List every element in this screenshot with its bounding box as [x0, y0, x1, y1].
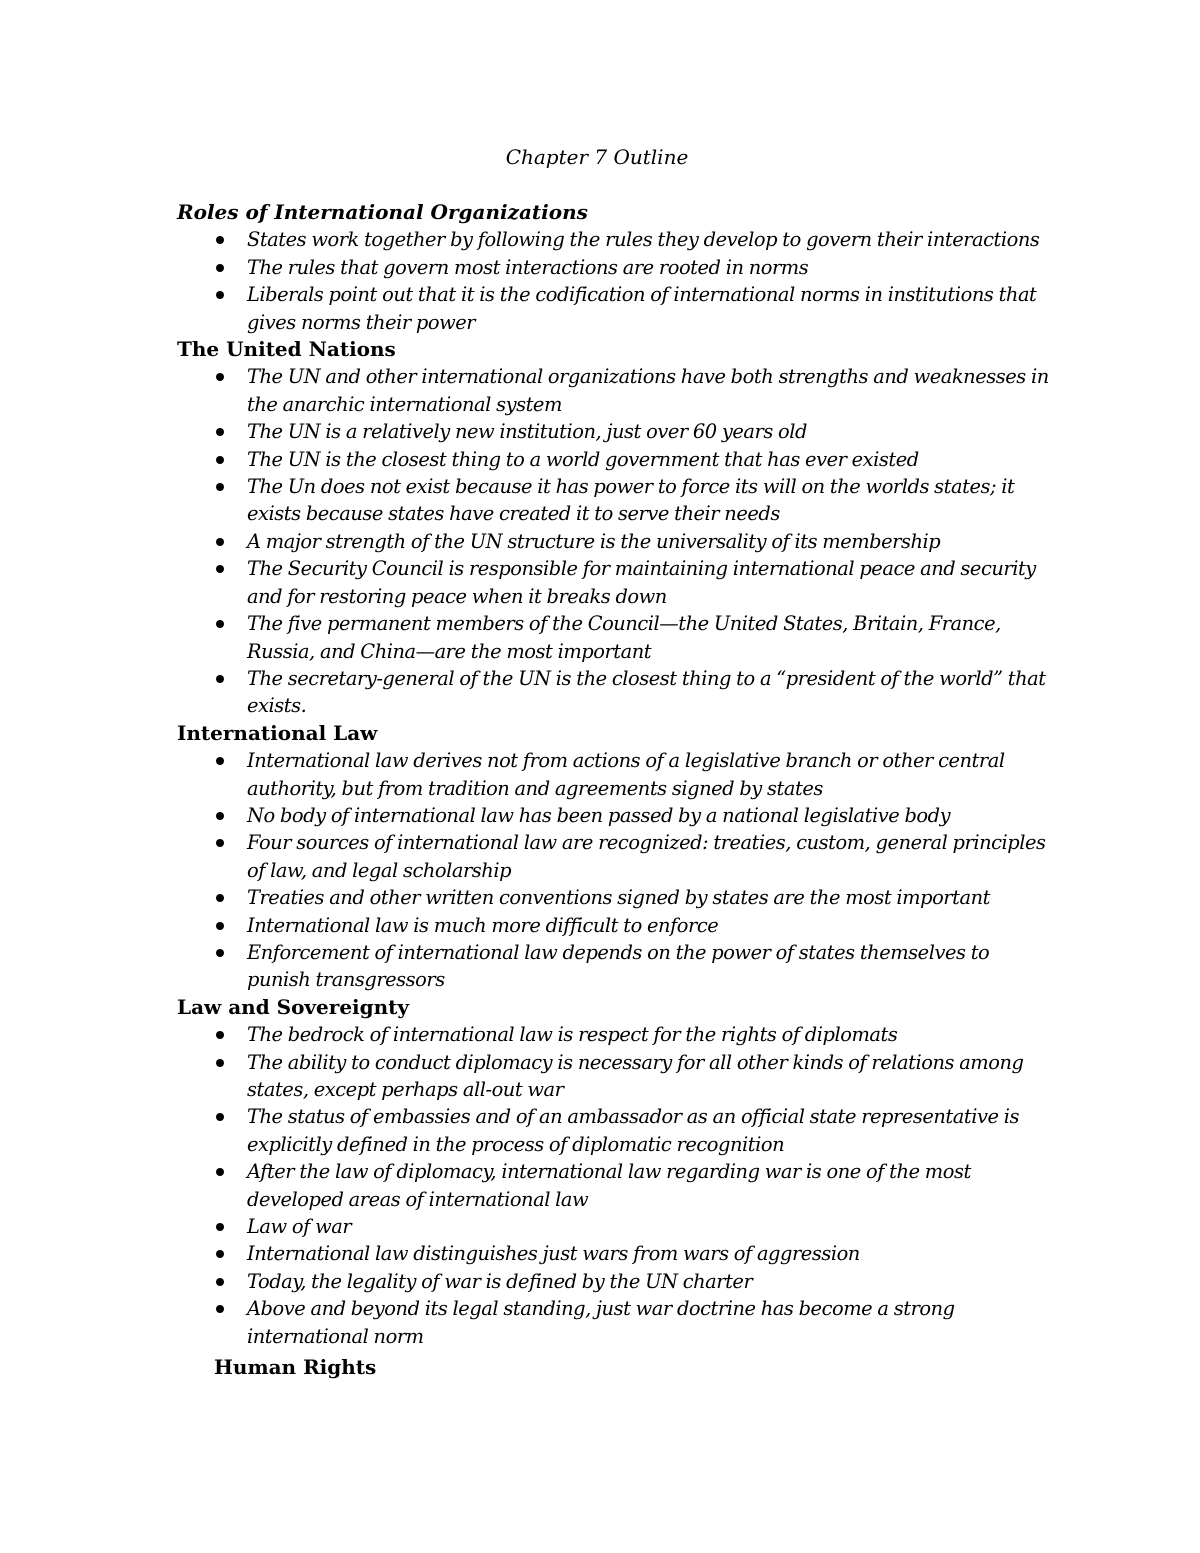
list-item	[247, 1103, 1057, 1158]
list-item-text: No body of international law has been passed by a national legislative body	[247, 803, 951, 827]
list-item	[247, 555, 1057, 610]
bullet-icon	[216, 1113, 224, 1121]
list-item	[247, 1295, 1057, 1350]
bullet-icon	[216, 1223, 224, 1231]
list-item-text: Enforcement of international law depends on the power of states themselves to punish transgressors	[247, 940, 990, 992]
list-item	[247, 939, 1057, 994]
list-item-text: Four sources of international law are recognized: treaties, custom, general principles of law, and legal scholarship	[247, 831, 1046, 882]
bullet-list-roles-of-international-organizations	[177, 226, 1057, 336]
list-item-text: Treaties and other written conventions signed by states are the most important	[247, 886, 990, 910]
list-item-text: The UN and other international organizations have both strengths and weaknesses in the anarchic international system	[247, 365, 1049, 416]
list-item	[247, 1268, 1057, 1295]
bullet-icon	[216, 1305, 224, 1313]
bullet-icon	[216, 456, 224, 464]
list-item-text: The Un does not exist because it has power to force its will on the worlds states; it exists because states have created it to serve their needs	[247, 475, 1015, 526]
bullet-icon	[216, 1031, 224, 1039]
bullet-icon	[216, 675, 224, 683]
section-heading-roles-of-international-organizations: Roles of International Organizations	[177, 200, 588, 224]
bullet-icon	[216, 1168, 224, 1176]
list-item	[247, 1213, 1057, 1240]
list-item	[247, 802, 1057, 829]
list-item-text: Law of war	[247, 1215, 352, 1239]
list-item-text: Today, the legality of war is defined by the UN charter	[247, 1269, 753, 1293]
list-item	[247, 747, 1057, 802]
list-item	[247, 1049, 1057, 1104]
list-item-text: The UN is a relatively new institution, just over 60 years old	[247, 420, 807, 444]
list-item-text: After the law of diplomacy, international law regarding war is one of the most developed areas of international law	[247, 1160, 971, 1211]
list-item	[247, 1021, 1057, 1048]
bullet-icon	[216, 1250, 224, 1258]
bullet-icon	[216, 538, 224, 546]
list-item	[247, 418, 1057, 445]
bullet-icon	[216, 949, 224, 957]
list-item	[247, 254, 1057, 281]
bullet-icon	[216, 236, 224, 244]
bullet-icon	[216, 894, 224, 902]
list-item-text: The UN is the closest thing to a world government that has ever existed	[247, 447, 919, 471]
list-item	[247, 829, 1057, 884]
list-item	[247, 665, 1057, 720]
page-title: Chapter 7 Outline	[505, 145, 689, 169]
section-heading-international-law: International Law	[177, 720, 378, 745]
bullet-icon	[216, 565, 224, 573]
list-item-text: Liberals point out that it is the codification of international norms in institutions that gives norms their power	[247, 283, 1037, 334]
list-item-text: Above and beyond its legal standing, just war doctrine has become a strong international norm	[247, 1297, 955, 1348]
list-item	[247, 363, 1057, 418]
list-item	[247, 884, 1057, 911]
list-item-text: The bedrock of international law is respect for the rights of diplomats	[247, 1023, 898, 1047]
bullet-icon	[216, 922, 224, 930]
list-item-text: The rules that govern most interactions are rooted in norms	[247, 255, 809, 279]
bullet-list-international-law	[177, 747, 1057, 994]
list-item-text: The Security Council is responsible for maintaining international peace and security and for restoring peace when it breaks down	[247, 557, 1036, 608]
bullet-icon	[216, 264, 224, 272]
list-item	[247, 912, 1057, 939]
bullet-icon	[216, 373, 224, 381]
list-item-text: A major strength of the UN structure is the universality of its membership	[247, 529, 941, 553]
bullet-icon	[216, 757, 224, 765]
list-item-text: The five permanent members of the Council—the United States, Britain, France, Russia, and China—are the most important	[247, 612, 1001, 663]
bullet-list-the-united-nations	[177, 363, 1057, 719]
bullet-icon	[216, 620, 224, 628]
section-heading-law-and-sovereignty: Law and Sovereignty	[177, 994, 410, 1019]
bullet-icon	[216, 812, 224, 820]
bullet-icon	[216, 483, 224, 491]
section-heading-human-rights: Human Rights	[214, 1355, 377, 1380]
list-item-text: The ability to conduct diplomacy is necessary for all other kinds of relations among states, except perhaps all-out war	[247, 1050, 1024, 1101]
outline-body	[177, 199, 1057, 1381]
list-item	[247, 473, 1057, 528]
list-item	[247, 281, 1057, 336]
bullet-icon	[216, 428, 224, 436]
list-item-text: International law is much more difficult to enforce	[247, 913, 719, 937]
list-item	[247, 1240, 1057, 1267]
list-item	[247, 610, 1057, 665]
list-item-text: International law distinguishes just wars from wars of aggression	[247, 1242, 860, 1266]
list-item-text: International law derives not from actions of a legislative branch or other central authority, but from tradition and agreements signed by states	[247, 749, 1005, 800]
list-item-text: The status of embassies and of an ambassador as an official state representative is explicitly defined in the process of diplomatic recognition	[247, 1105, 1019, 1156]
list-item	[247, 446, 1057, 473]
list-item-text: States work together by following the rules they develop to govern their interactions	[247, 228, 1040, 252]
bullet-icon	[216, 1059, 224, 1067]
bullet-icon	[216, 1278, 224, 1286]
list-item	[247, 528, 1057, 555]
section-heading-the-united-nations: The United Nations	[177, 337, 396, 362]
bullet-icon	[216, 839, 224, 847]
list-item	[247, 1158, 1057, 1213]
list-item	[247, 226, 1057, 253]
bullet-icon	[216, 291, 224, 299]
list-item-text: The secretary-general of the UN is the closest thing to a “president of the world” that exists.	[247, 666, 1046, 718]
bullet-list-law-and-sovereignty	[177, 1021, 1057, 1350]
